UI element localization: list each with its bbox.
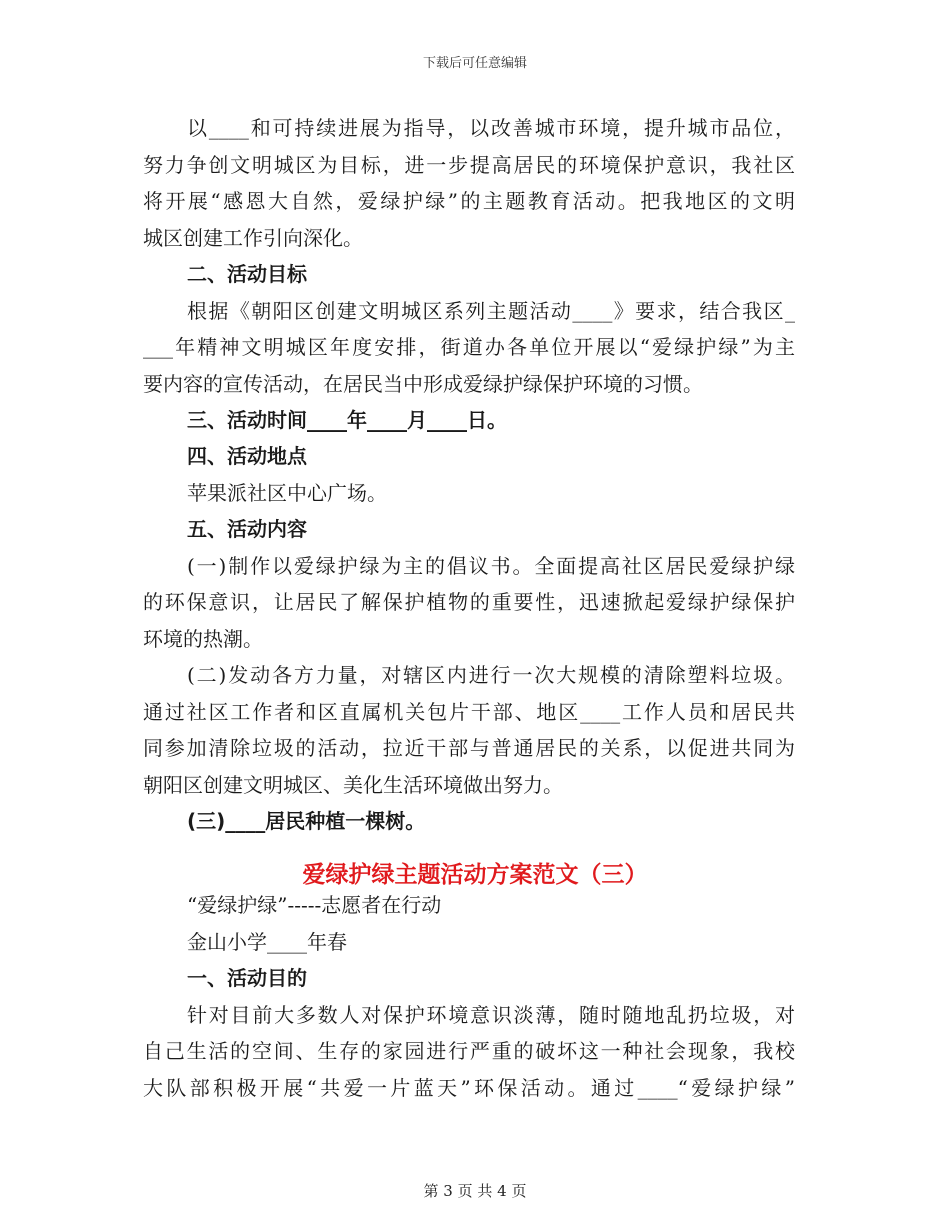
text-line-p6-l3: 大队部积极开展“共爱一片蓝天”环保活动。通过____“爱绿护绿” [143, 1076, 795, 1100]
text-line-p2-l3: 要内容的宣传活动，在居民当中形成爱绿护绿保护环境的习惯。 [143, 372, 703, 396]
text-line-p2-l2: ___年精神文明城区年度安排，街道办各单位开展以“爱绿护绿”为主 [143, 335, 795, 359]
text-line-p5a-l1: (一)制作以爱绿护绿为主的倡议书。全面提高社区居民爱绿护绿 [187, 554, 795, 578]
section-title: 爱绿护绿主题活动方案范文（三） [302, 862, 648, 888]
text-line-p4: 苹果派社区中心广场。 [187, 481, 387, 505]
text-line-p1-l4: 城区创建工作引向深化。 [143, 226, 363, 250]
text-line-p5b-l1: (二)发动各方力量，对辖区内进行一次大规模的清除塑料垃圾。 [187, 663, 795, 687]
text-line-p6-l2: 自己生活的空间、生存的家园进行严重的破坏这一种社会现象，我校 [143, 1039, 795, 1063]
text-line-h4: 四、活动地点 [187, 444, 307, 468]
text-line-p1-l1: 以____和可持续进展为指导，以改善城市环境，提升城市品位， [187, 116, 795, 140]
text-line-h3: 三、活动时间____年____月____日。 [187, 408, 507, 432]
text-line-h2: 二、活动目标 [187, 262, 307, 286]
page-footer: 第 3 页 共 4 页 [423, 1182, 527, 1200]
text-line-p5a-l3: 环境的热潮。 [143, 627, 263, 651]
text-line-p6-l1: 针对目前大多数人对保护环境意识淡薄，随时随地乱扔垃圾，对 [187, 1003, 795, 1027]
text-line-p5b-l4: 朝阳区创建文明城区、美化生活环境做出努力。 [143, 773, 563, 797]
text-line-p5c: (三)____居民种植一棵树。 [187, 809, 426, 833]
text-line-sub2: 金山小学____年春 [187, 930, 347, 954]
page-header: 下载后可任意编辑 [422, 56, 527, 71]
text-line-p5a-l2: 的环保意识，让居民了解保护植物的重要性，迅速掀起爱绿护绿保护 [143, 590, 795, 614]
text-line-p1-l2: 努力争创文明城区为目标，进一步提高居民的环境保护意识，我社区 [143, 153, 795, 177]
text-line-h5: 五、活动内容 [187, 517, 307, 541]
text-line-p5b-l3: 同参加清除垃圾的活动，拉近干部与普通居民的关系，以促进共同为 [143, 736, 795, 760]
text-line-h6: 一、活动目的 [187, 966, 307, 990]
text-line-sub1: “爱绿护绿”-----志愿者在行动 [187, 893, 442, 917]
text-line-p2-l1: 根据《朝阳区创建文明城区系列主题活动____》要求，结合我区_ [187, 299, 795, 323]
text-line-p1-l3: 将开展“感恩大自然，爱绿护绿”的主题教育活动。把我地区的文明 [143, 189, 795, 213]
text-line-p5b-l2: 通过社区工作者和区直属机关包片干部、地区____工作人员和居民共 [143, 700, 795, 724]
